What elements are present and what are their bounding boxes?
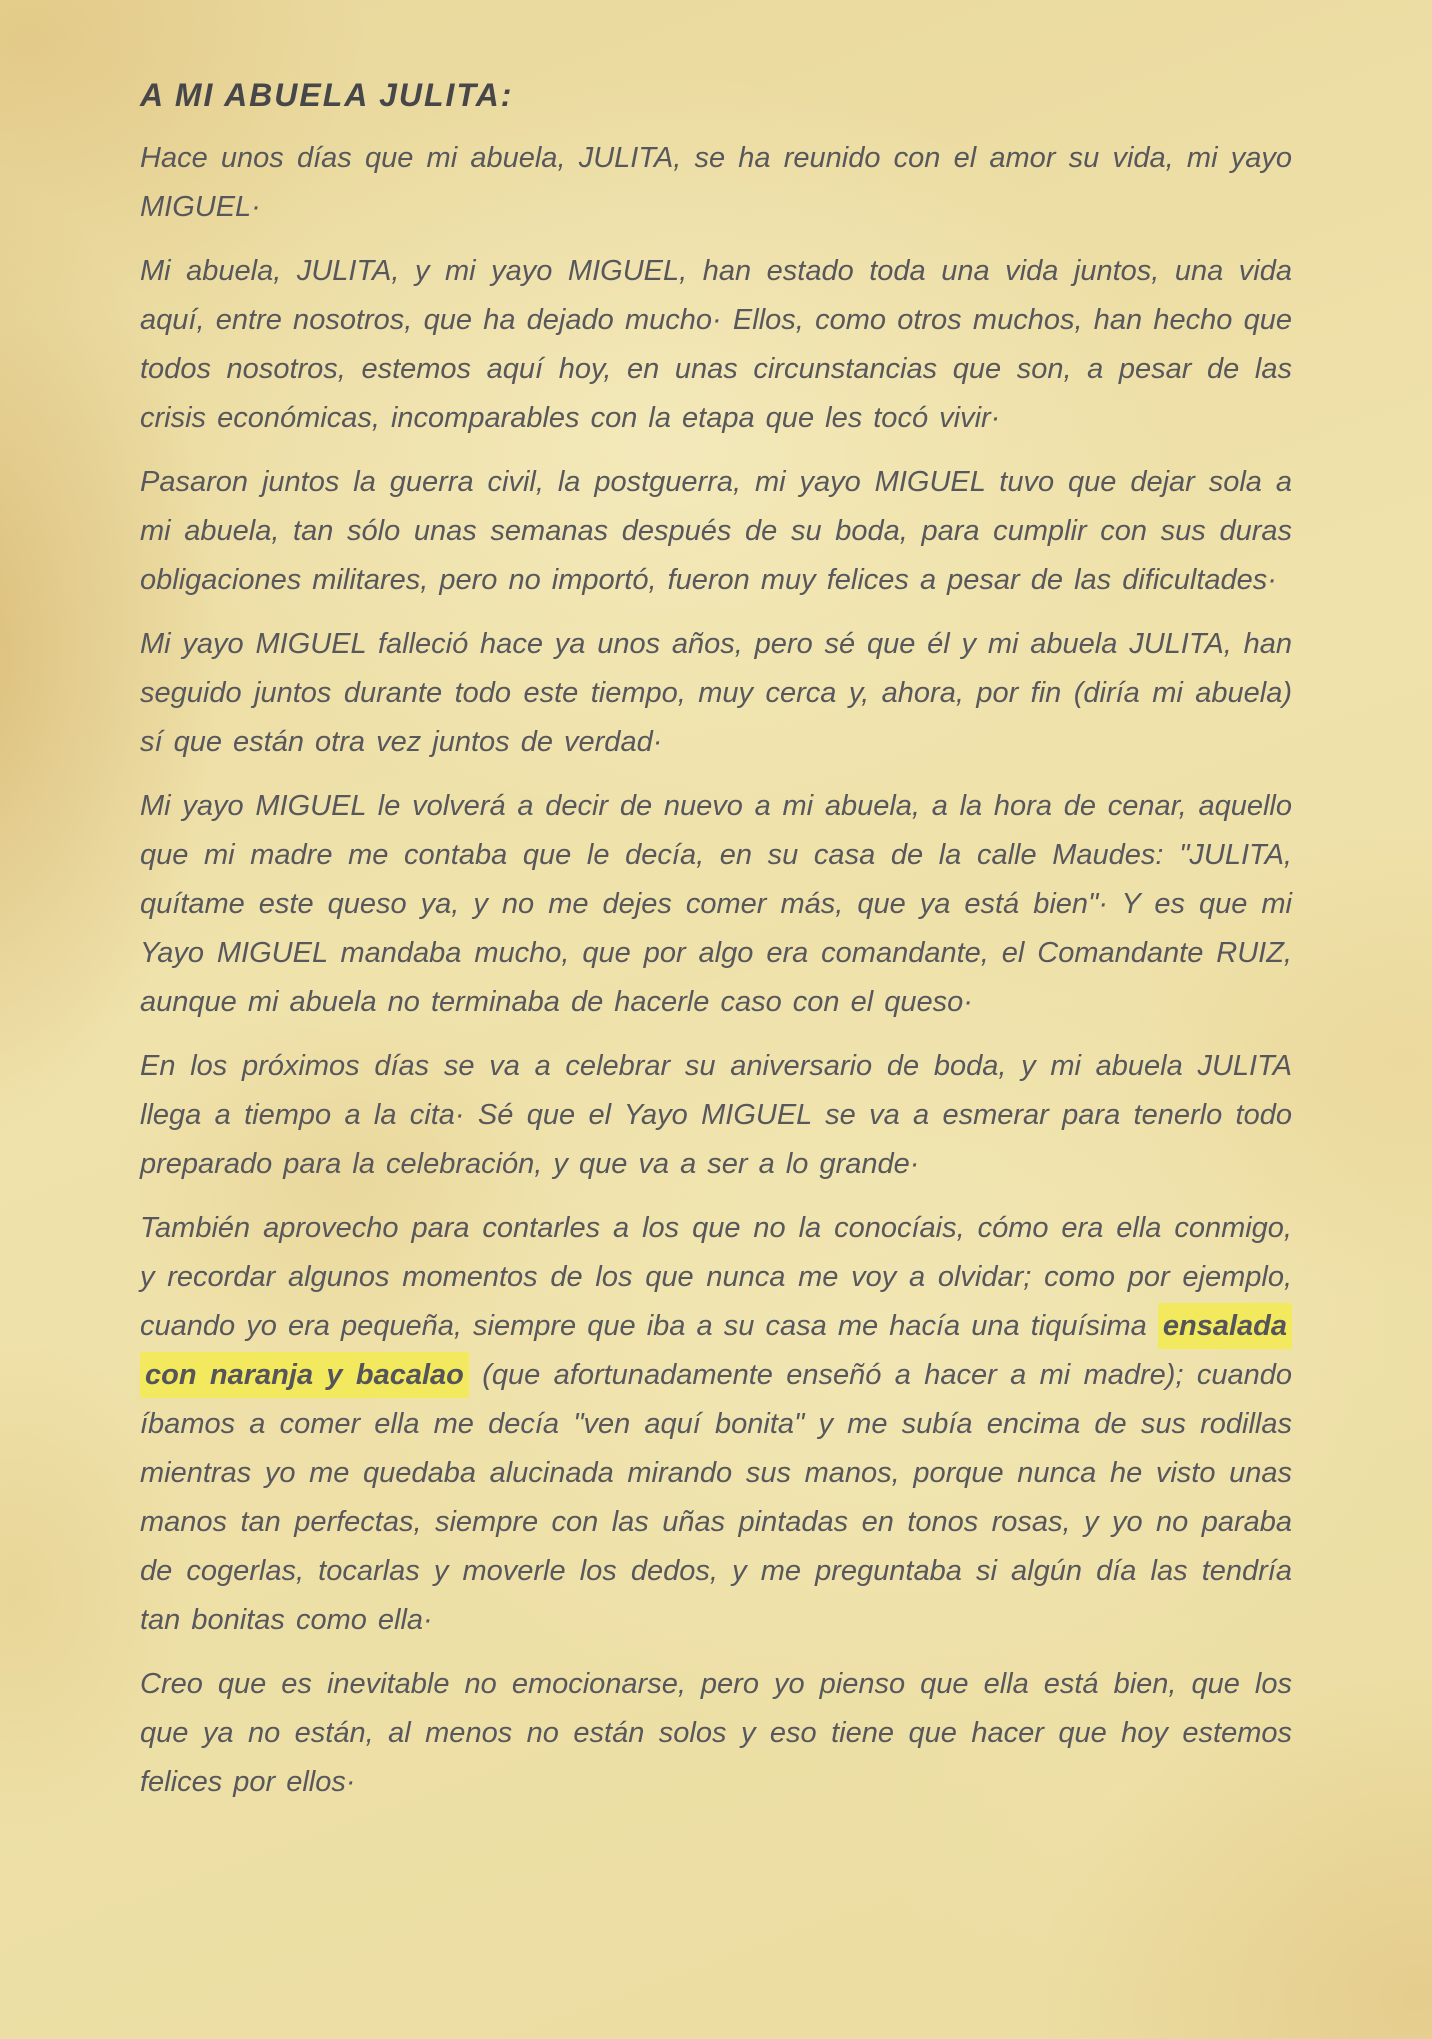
- document-title: A MI ABUELA JULITA:: [140, 77, 514, 113]
- paragraph-reunion: Mi yayo MIGUEL falleció hace ya unos años, pero sé que él y mi abuela JULITA, han seguido juntos durante todo este tiempo, muy cerca y, ahora, por fin (diría mi abuela) sí que están otra vez juntos de verdad·: [140, 628, 1292, 758]
- paragraph-anniversary: En los próximos días se va a celebrar su aniversario de boda, y mi abuela JULITA llega a tiempo a la cita· Sé que el Yayo MIGUEL se va a esmerar para tenerlo todo preparado para la celebración, y que va a ser a lo grande·: [140, 1050, 1292, 1180]
- paragraph-war-years: Pasaron juntos la guerra civil, la postguerra, mi yayo MIGUEL tuvo que dejar sola a mi abuela, tan sólo unas semanas después de su boda, para cumplir con sus duras obligaciones militares, pero no importó, fueron muy felices a pesar de las dificultades·: [140, 466, 1292, 596]
- memories-text-before: También aprovecho para contarles a los que no la conocíais, cómo era ella conmigo, y recordar algunos momentos de los que nunca me voy a olvidar; como por ejemplo, cuando yo era pequeña, siempre que iba a su casa me hacía una tiquísima: [140, 1212, 1292, 1342]
- paragraph-cheese-anecdote: Mi yayo MIGUEL le volverá a decir de nuevo a mi abuela, a la hora de cenar, aquello que mi madre me contaba que le decía, en su casa de la calle Maudes: "JULITA, quítame este queso ya, y no me dejes comer más, que ya está bien"· Y es que mi Yayo MIGUEL mandaba mucho, que por algo era comandante, el Comandante RUIZ, aunque mi abuela no terminaba de hacerle caso con el queso·: [140, 790, 1292, 1018]
- paragraph-closing: Creo que es inevitable no emocionarse, pero yo pienso que ella está bien, que los que ya no están, al menos no están solos y eso tiene que hacer que hoy estemos felices por ellos·: [140, 1668, 1292, 1798]
- paragraph-dedication: Hace unos días que mi abuela, JULITA, se ha reunido con el amor su vida, mi yayo MIGUEL·: [140, 142, 1292, 223]
- highlighted-text: ensalada con naranja y bacalao: [140, 1303, 1292, 1398]
- paragraph-life-together: Mi abuela, JULITA, y mi yayo MIGUEL, han estado toda una vida juntos, una vida aquí, entre nosotros, que ha dejado mucho· Ellos, como otros muchos, han hecho que todos nosotros, estemos aquí hoy, en unas circunstancias que son, a pesar de las crisis económicas, incomparables con la etapa que les tocó vivir·: [140, 255, 1292, 434]
- paragraph-memories: [140, 1204, 1292, 1645]
- memories-text-after: (que afortunadamente enseñó a hacer a mi madre); cuando íbamos a comer ella me decía "ven aquí bonita" y me subía encima de sus rodillas mientras yo me quedaba alucinada mirando sus manos, porque nunca he visto unas manos tan perfectas, siempre con las uñas pintadas en tonos rosas, y yo no paraba de cogerlas, tocarlas y moverle los dedos, y me preguntaba si algún día las tendría tan bonitas como ella·: [140, 1359, 1292, 1636]
